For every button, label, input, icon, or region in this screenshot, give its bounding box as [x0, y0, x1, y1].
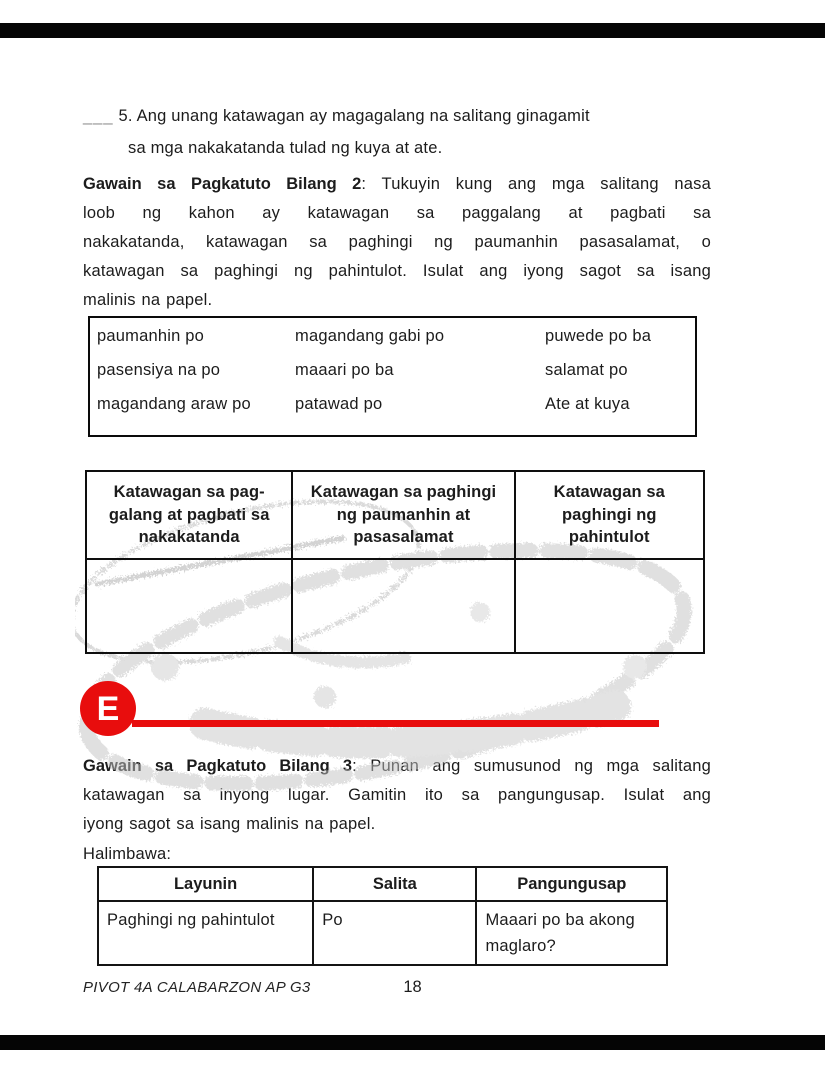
answer-blank: ___	[83, 107, 114, 125]
gawain3-label: Gawain sa Pagkatuto Bilang 3	[83, 757, 353, 775]
gawain3-line-3: iyong sagot sa isang malinis na papel.	[83, 815, 376, 833]
example-table	[97, 866, 668, 966]
gawain2-line-3: nakakatanda, katawagan sa paghingi ng paumanhin pasasalamat, o	[83, 233, 711, 251]
sorting-table-header-2	[292, 471, 514, 559]
answer-cell-2	[292, 559, 514, 653]
example-cell-layunin: Paghingi ng pahintulot	[98, 901, 313, 965]
scan-edge-bar-bottom	[0, 1035, 825, 1050]
word-item: paumanhin po	[97, 327, 204, 345]
gawain2-line-4: katawagan sa paghingi ng pahintulot. Isulat ang iyong sagot sa isang	[83, 262, 711, 280]
example-header-salita: Salita	[313, 867, 476, 901]
word-item: patawad po	[295, 395, 383, 413]
scan-edge-bar-top	[0, 23, 825, 38]
sorting-table	[85, 470, 705, 654]
gawain3-line-1	[83, 752, 711, 781]
answer-cell-1	[86, 559, 292, 653]
example-table-row	[98, 901, 667, 965]
sorting-table-header-row	[86, 471, 704, 559]
gawain2-line-1	[83, 170, 711, 199]
example-header-pangungusap: Pangungusap	[476, 867, 667, 901]
gawain2-line-1-rest: : Tukuyin kung ang mga salitang nasa	[361, 175, 711, 193]
item-5-line-2: sa mga nakakatanda tulad ng kuya at ate.	[128, 139, 443, 157]
word-item: maaari po ba	[295, 361, 394, 379]
example-cell-salita: Po	[313, 901, 476, 965]
word-item: puwede po ba	[545, 327, 652, 345]
item-5-line-1	[83, 100, 723, 132]
word-item: Ate at kuya	[545, 395, 630, 413]
answer-cell-3	[515, 559, 704, 653]
word-item: salamat po	[545, 361, 628, 379]
gawain2-label: Gawain sa Pagkatuto Bilang 2	[83, 175, 362, 193]
halimbawa-label: Halimbawa:	[83, 845, 172, 863]
gawain3-line-1-rest: : Punan ang sumusunod ng mga salitang	[352, 757, 711, 775]
example-cell-pangungusap: Maaari po ba akong maglaro?	[476, 901, 667, 965]
item-5-text: 5. Ang unang katawagan ay magagalang na salitang ginagamit	[118, 107, 590, 125]
header-text: Katawagan sa paghingi ng pahintulot	[553, 483, 665, 547]
example-header-layunin: Layunin	[98, 867, 313, 901]
gawain2-line-2: loob ng kahon ay katawagan sa paggalang at pagbati sa	[83, 204, 711, 222]
word-item: magandang araw po	[97, 395, 251, 413]
footer-module-label: PIVOT 4A CALABARZON AP G3	[83, 979, 311, 996]
sorting-table-answer-row	[86, 559, 704, 653]
gawain3-line-2: katawagan sa inyong lugar. Gamitin ito sa pangungusap. Isulat ang	[83, 786, 711, 804]
sorting-table-header-3	[515, 471, 704, 559]
section-e-letter: E	[96, 689, 120, 728]
gawain2-line-5: malinis na papel.	[83, 291, 213, 309]
section-divider-rule	[132, 720, 659, 727]
word-box	[88, 316, 697, 437]
page-number: 18	[403, 978, 422, 996]
sorting-table-header-1	[86, 471, 292, 559]
example-table-header-row	[98, 867, 667, 901]
header-text: Katawagan sa pag-galang at pagbati sa nakakatanda	[108, 483, 270, 547]
header-text: Katawagan sa paghingi ng paumanhin at pasasalamat	[310, 483, 497, 547]
word-item: magandang gabi po	[295, 327, 445, 345]
section-e-badge	[80, 681, 136, 736]
word-item: pasensiya na po	[97, 361, 221, 379]
